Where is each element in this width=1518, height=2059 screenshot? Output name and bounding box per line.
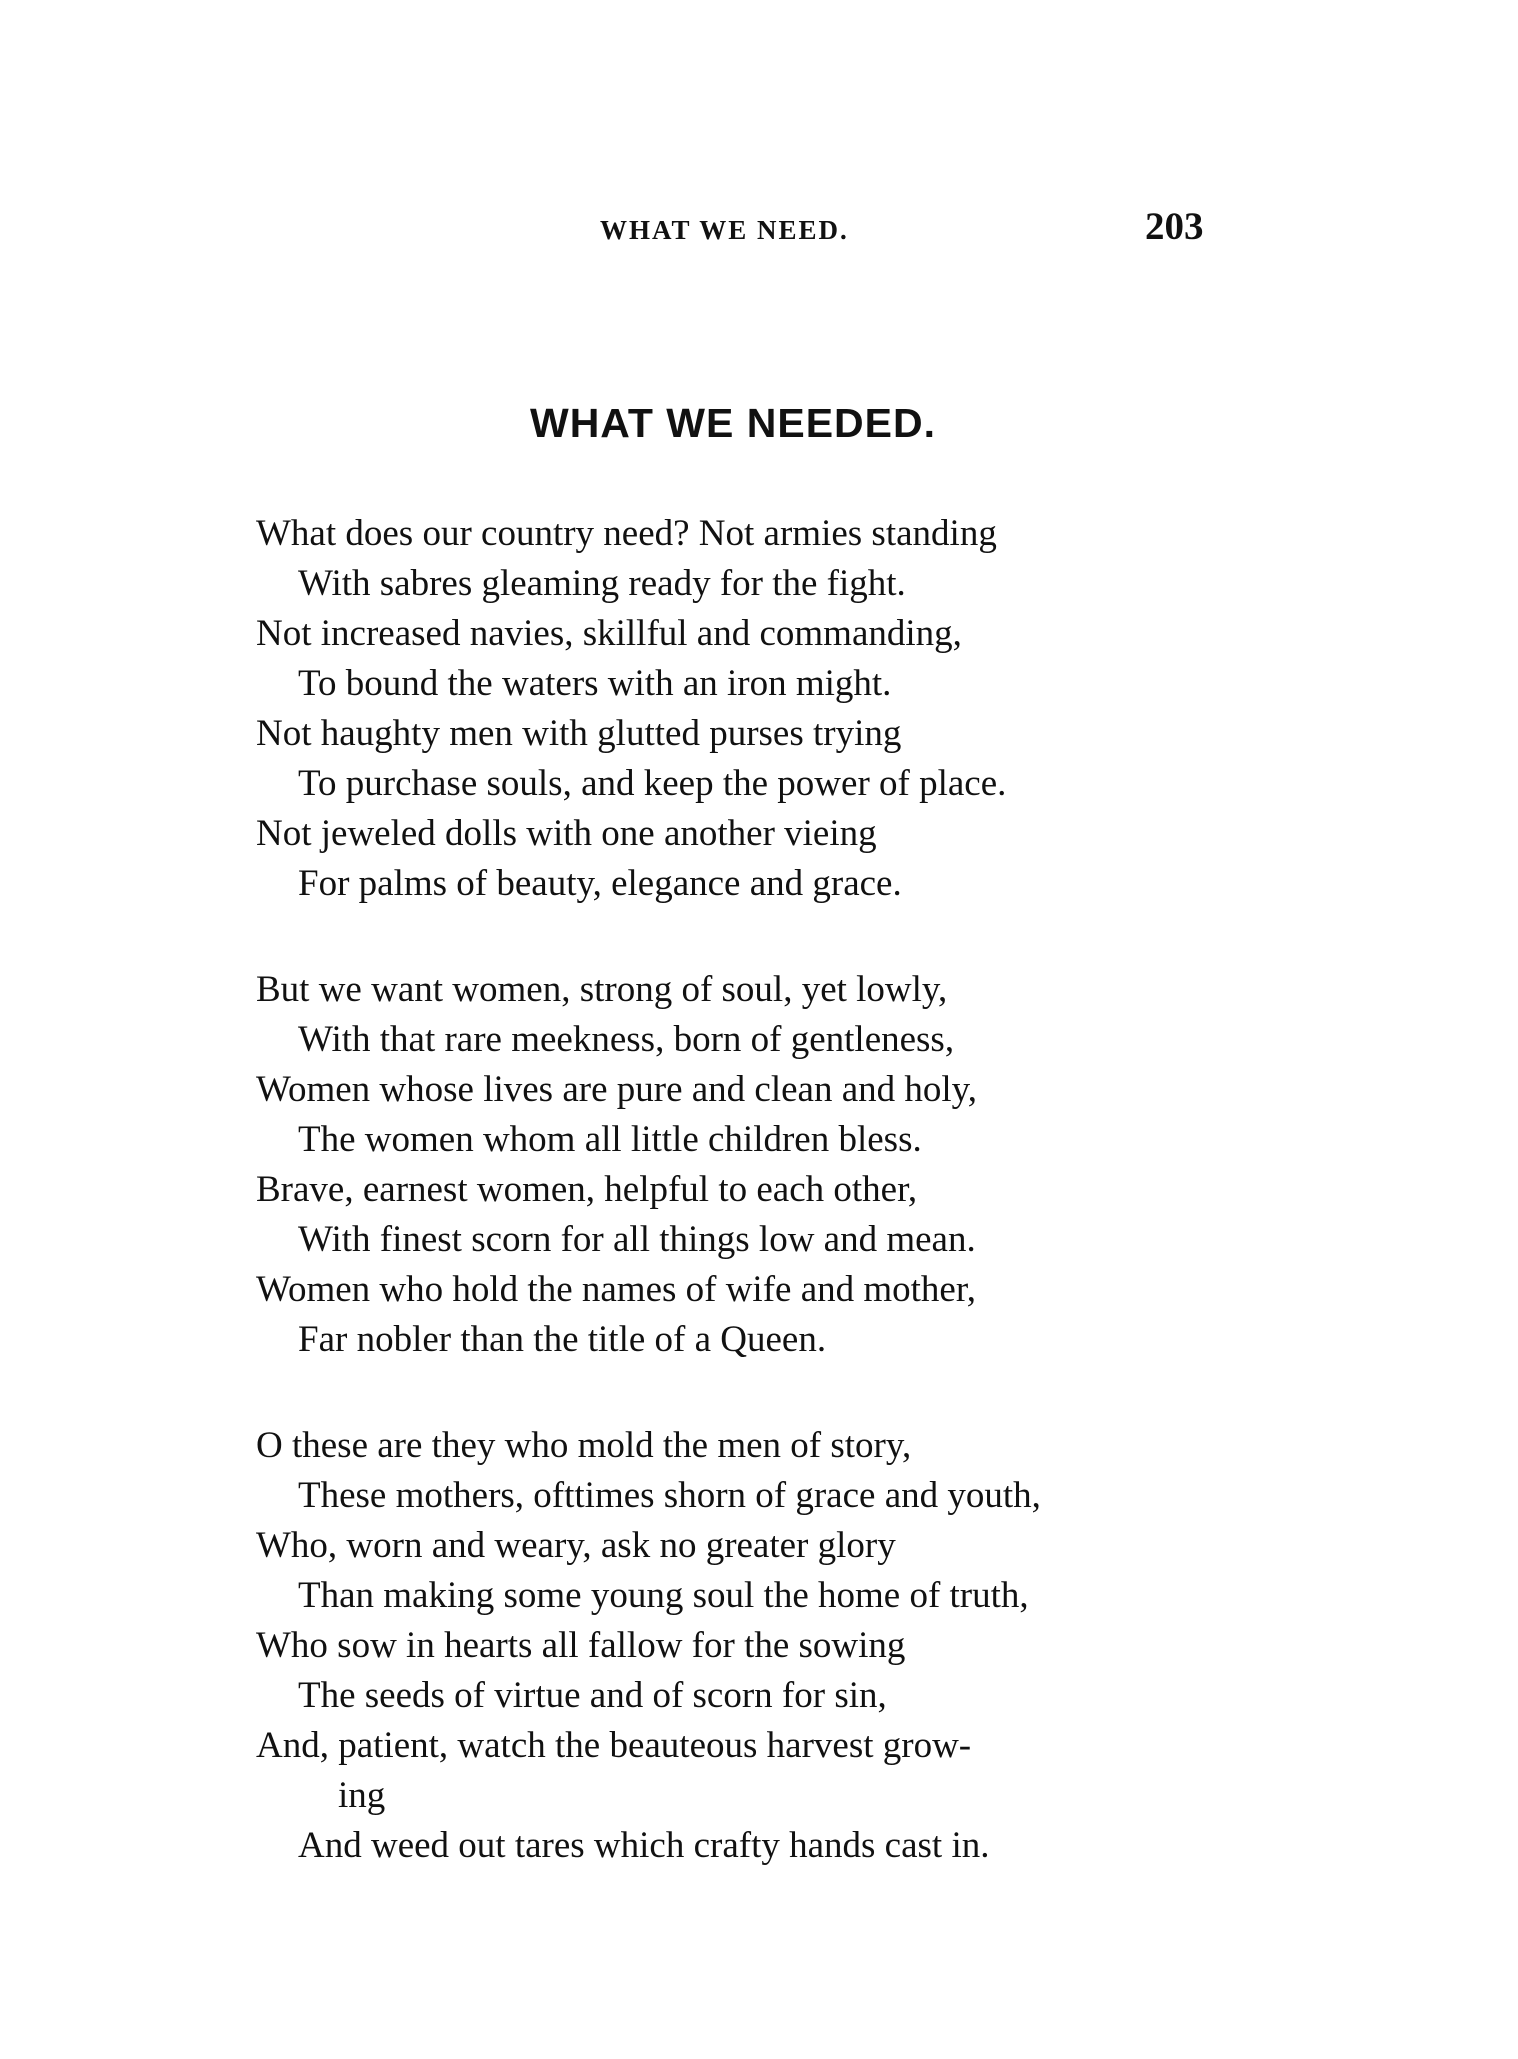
poem-line: Women whose lives are pure and clean and holy, — [256, 1069, 978, 1110]
poem-line: With finest scorn for all things low and mean. — [298, 1219, 976, 1260]
poem-line: Brave, earnest women, helpful to each other, — [256, 1169, 918, 1210]
poem-line: What does our country need? Not armies standing — [256, 513, 997, 554]
poem-line-continuation: ing — [338, 1775, 386, 1816]
poem-line: Far nobler than the title of a Queen. — [298, 1319, 827, 1360]
poem-line: The women whom all little children bless. — [298, 1119, 922, 1160]
poem-line: But we want women, strong of soul, yet lowly, — [256, 969, 948, 1010]
poem-line: These mothers, ofttimes shorn of grace and youth, — [298, 1475, 1041, 1516]
poem-line: Not jeweled dolls with one another vieing — [256, 813, 877, 854]
poem-line: Than making some young soul the home of truth, — [298, 1575, 1029, 1616]
poem-line: And weed out tares which crafty hands cast in. — [298, 1825, 990, 1866]
poem-line: O these are they who mold the men of story, — [256, 1425, 912, 1466]
stanza-3 — [256, 1421, 1336, 1871]
running-head: WHAT WE NEED. — [600, 215, 849, 245]
poem-line: Not haughty men with glutted purses trying — [256, 713, 902, 754]
poem-line: And, patient, watch the beauteous harvest grow- — [256, 1725, 972, 1766]
poem-line: The seeds of virtue and of scorn for sin, — [298, 1675, 887, 1716]
poem-line: Who, worn and weary, ask no greater glory — [256, 1525, 896, 1566]
stanza-2 — [256, 965, 1336, 1365]
poem-line: With sabres gleaming ready for the fight. — [298, 563, 906, 604]
poem-line: Women who hold the names of wife and mother, — [256, 1269, 976, 1310]
poem-line: To purchase souls, and keep the power of place. — [298, 763, 1007, 804]
poem-line: For palms of beauty, elegance and grace. — [298, 863, 902, 904]
poem-title: WHAT WE NEEDED. — [530, 400, 937, 446]
poem-body — [256, 509, 1336, 1927]
poem-line: With that rare meekness, born of gentleness, — [298, 1019, 955, 1060]
poem-line: To bound the waters with an iron might. — [298, 663, 892, 704]
poem-line: Not increased navies, skillful and commanding, — [256, 613, 962, 654]
page-number: 203 — [1145, 205, 1204, 248]
stanza-1 — [256, 509, 1336, 909]
poem-line: Who sow in hearts all fallow for the sowing — [256, 1625, 906, 1666]
